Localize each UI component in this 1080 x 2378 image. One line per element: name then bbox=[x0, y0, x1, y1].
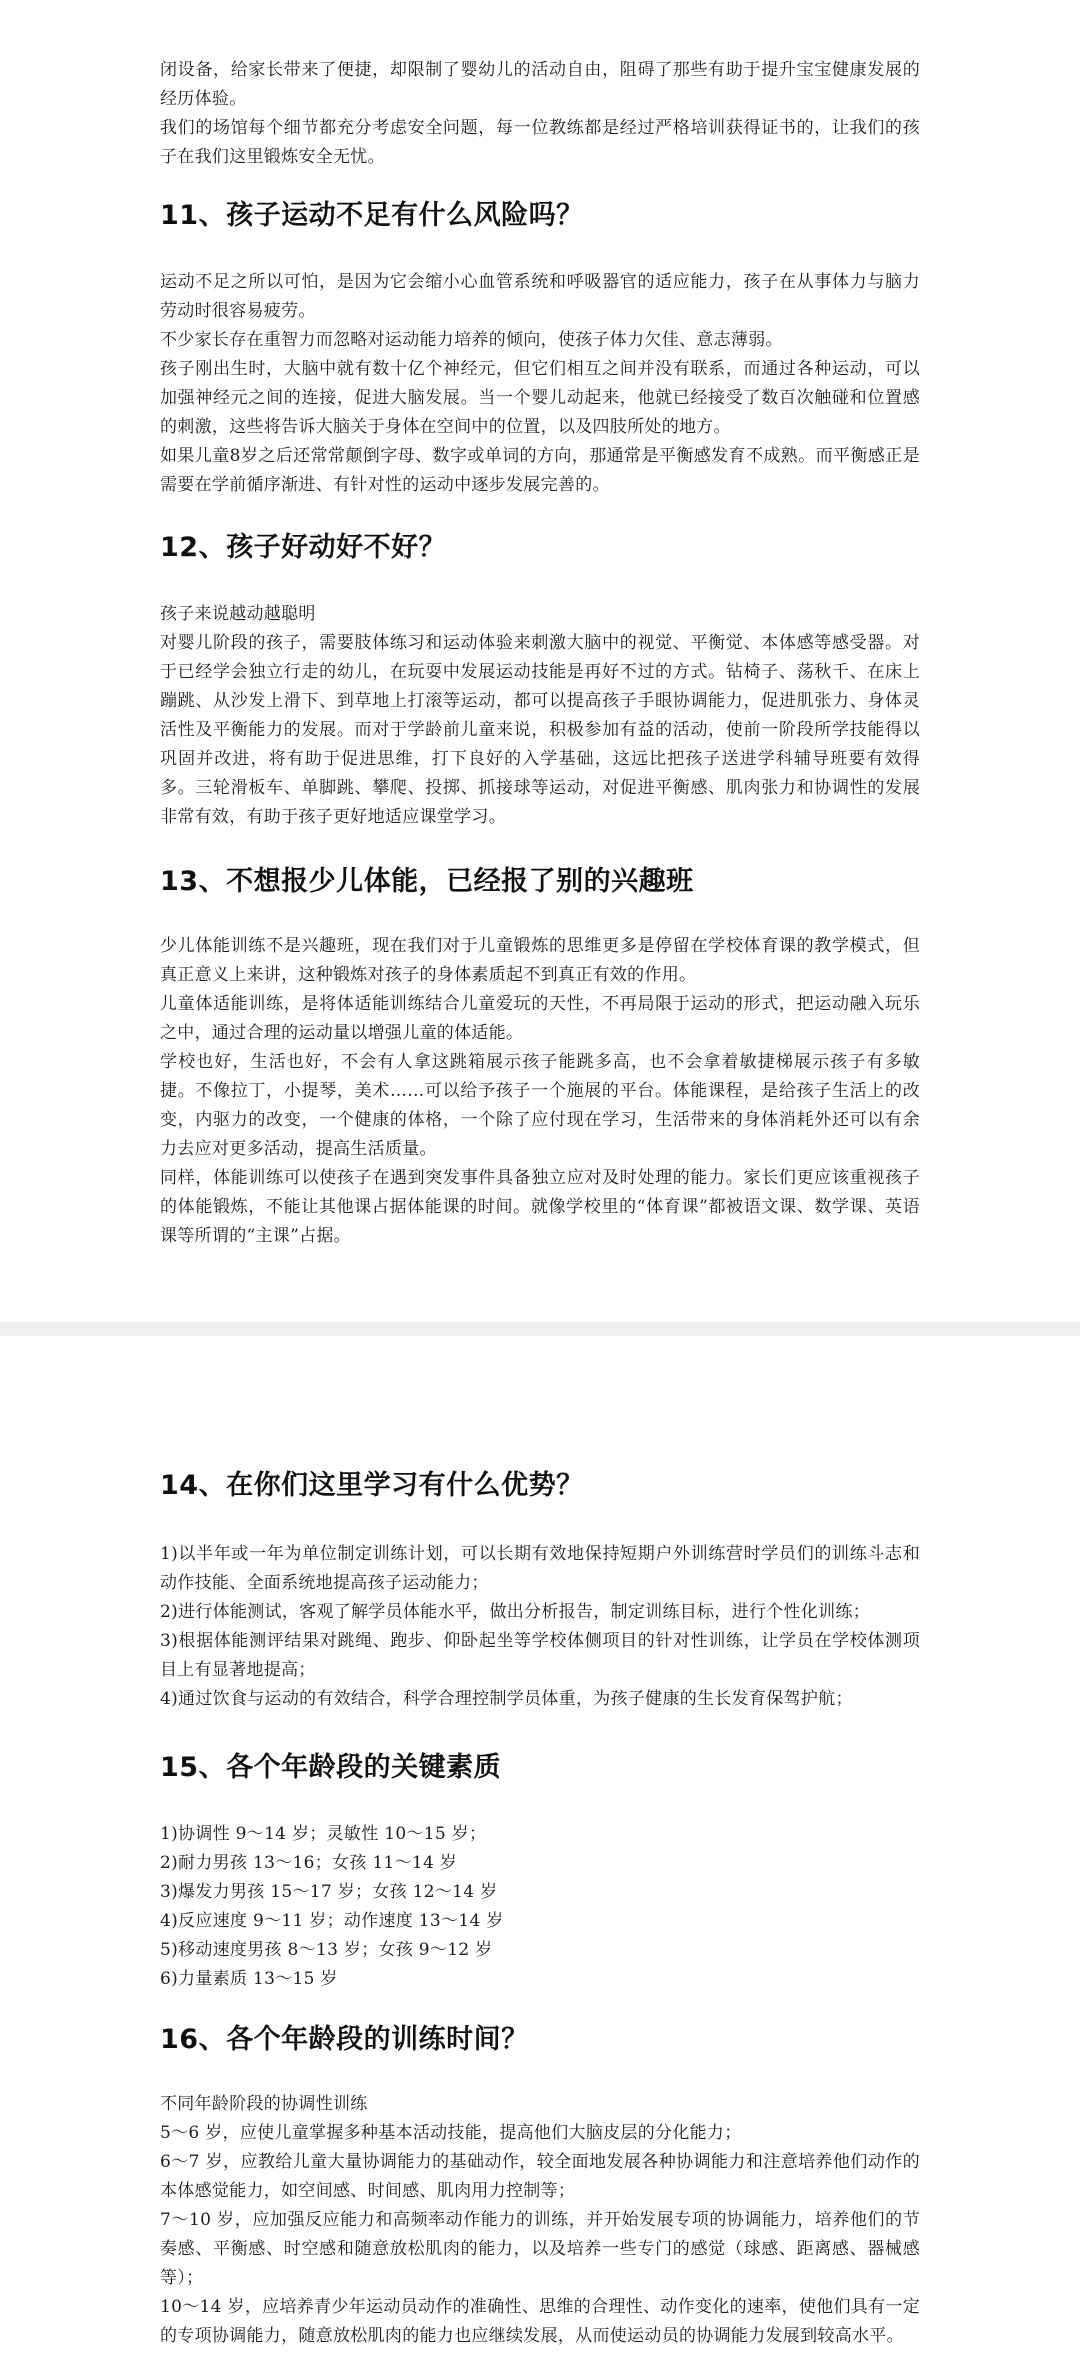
intro-block bbox=[160, 56, 920, 172]
section-16-body bbox=[160, 2090, 920, 2351]
section-heading: 13、不想报少儿体能，已经报了别的兴趣班 bbox=[160, 866, 694, 897]
paragraph: 同样，体能训练可以使孩子在遇到突发事件具备独立应对及时处理的能力。家长们更应该重视孩子的体能锻炼，不能让其他课占据体能课的时间。就像学校里的“体育课”都被语文课、数学课、英语课等所谓的“主课”占据。 bbox=[160, 1168, 920, 1246]
paragraph: 少儿体能训练不是兴趣班，现在我们对于儿童锻炼的思维更多是停留在学校体育课的教学模式，但真正意义上来讲，这种锻炼对孩子的身体素质起不到真正有效的作用。 bbox=[160, 936, 920, 985]
section-13-body bbox=[160, 932, 920, 1251]
list-item: 4)通过饮食与运动的有效结合，科学合理控制学员体重，为孩子健康的生长发育保驾护航； bbox=[160, 1689, 853, 1709]
section-heading: 11、孩子运动不足有什么风险吗？ bbox=[160, 200, 584, 231]
paragraph: 运动不足之所以可怕，是因为它会缩小心血管系统和呼吸器官的适应能力，孩子在从事体力与脑力劳动时很容易疲劳。 bbox=[160, 272, 920, 321]
list-item: 1)协调性 9～14 岁；灵敏性 10～15 岁； bbox=[160, 1824, 487, 1844]
section-16 bbox=[160, 2022, 920, 2058]
paragraph: 我们的场馆每个细节都充分考虑安全问题，每一位教练都是经过严格培训获得证书的，让我们的孩子在我们这里锻炼安全无忧。 bbox=[160, 118, 920, 167]
list-item: 1)以半年或一年为单位制定训练计划，可以长期有效地保持短期户外训练营时学员们的训练斗志和动作技能、全面系统地提高孩子运动能力； bbox=[160, 1544, 920, 1593]
section-heading: 15、各个年龄段的关键素质 bbox=[160, 1752, 502, 1783]
list-item: 3)爆发力男孩 15～17 岁；女孩 12～14 岁 bbox=[160, 1882, 498, 1902]
section-11-body bbox=[160, 268, 920, 500]
section-15 bbox=[160, 1750, 920, 1786]
list-item: 4)反应速度 9～11 岁；动作速度 13～14 岁 bbox=[160, 1911, 504, 1931]
paragraph: 如果儿童8岁之后还常常颠倒字母、数字或单词的方向，那通常是平衡感发育不成熟。而平衡感正是需要在学前循序渐进、有针对性的运动中逐步发展完善的。 bbox=[160, 446, 920, 495]
section-12-body bbox=[160, 600, 920, 832]
section-14-body bbox=[160, 1540, 920, 1714]
list-item: 2)进行体能测试，客观了解学员体能水平，做出分析报告，制定训练目标，进行个性化训练； bbox=[160, 1602, 871, 1622]
document-page-2 bbox=[0, 1336, 1080, 2378]
list-item: 5)移动速度男孩 8～13 岁；女孩 9～12 岁 bbox=[160, 1940, 493, 1960]
section-heading: 16、各个年龄段的训练时间？ bbox=[160, 2024, 529, 2055]
paragraph: 7～10 岁，应加强反应能力和高频率动作能力的训练，并开始发展专项的协调能力，培养他们的节奏感、平衡感、时空感和随意放松肌肉的能力，以及培养一些专门的感觉（球感、距离感、器械感等）； bbox=[160, 2210, 920, 2288]
section-heading: 14、在你们这里学习有什么优势？ bbox=[160, 1470, 584, 1501]
section-13 bbox=[160, 864, 920, 900]
list-item: 3)根据体能测评结果对跳绳、跑步、仰卧起坐等学校体侧项目的针对性训练，让学员在学校体测项目上有显著地提高； bbox=[160, 1631, 920, 1680]
paragraph: 对婴儿阶段的孩子，需要肢体练习和运动体验来刺激大脑中的视觉、平衡觉、本体感等感受器。对于已经学会独立行走的幼儿，在玩耍中发展运动技能是再好不过的方式。钻椅子、荡秋千、在床上蹦跳、从沙发上滑下、到草地上打滚等运动，都可以提高孩子手眼协调能力，促进肌张力、身体灵活性及平衡能力的发展。而对于学龄前儿童来说，积极参加有益的活动，使前一阶段所学技能得以巩固并改进，将有助于促进思维，打下良好的入学基础，这远比把孩子送进学科辅导班要有效得多。三轮滑板车、单脚跳、攀爬、投掷、抓接球等运动，对促进平衡感、肌肉张力和协调性的发展非常有效，有助于孩子更好地适应课堂学习。 bbox=[160, 633, 920, 827]
paragraph: 学校也好，生活也好，不会有人拿这跳箱展示孩子能跳多高，也不会拿着敏捷梯展示孩子有多敏捷。不像拉丁，小提琴，美术……可以给予孩子一个施展的平台。体能课程，是给孩子生活上的改变，内驱力的改变，一个健康的体格，一个除了应付现在学习，生活带来的身体消耗外还可以有余力去应对更多活动，提高生活质量。 bbox=[160, 1052, 920, 1159]
paragraph: 孩子来说越动越聪明 bbox=[160, 604, 316, 624]
list-item: 6)力量素质 13～15 岁 bbox=[160, 1969, 338, 1989]
section-11 bbox=[160, 198, 920, 234]
section-14 bbox=[160, 1468, 920, 1504]
page-divider bbox=[0, 1322, 1080, 1336]
paragraph: 不少家长存在重智力而忽略对运动能力培养的倾向，使孩子体力欠佳、意志薄弱。 bbox=[160, 330, 783, 350]
section-heading: 12、孩子好动好不好？ bbox=[160, 532, 447, 563]
paragraph: 闭设备，给家长带来了便捷，却限制了婴幼儿的活动自由，阻碍了那些有助于提升宝宝健康发展的经历体验。 bbox=[160, 60, 920, 109]
paragraph: 10～14 岁，应培养青少年运动员动作的准确性、思维的合理性、动作变化的速率，使他们具有一定的专项协调能力，随意放松肌肉的能力也应继续发展，从而使运动员的协调能力发展到较高水平。 bbox=[160, 2297, 920, 2346]
paragraph: 儿童体适能训练，是将体适能训练结合儿童爱玩的天性，不再局限于运动的形式，把运动融入玩乐之中，通过合理的运动量以增强儿童的体适能。 bbox=[160, 994, 920, 1043]
paragraph: 5～6 岁，应使儿童掌握多种基本活动技能，提高他们大脑皮层的分化能力； bbox=[160, 2123, 742, 2143]
list-item: 2)耐力男孩 13～16；女孩 11～14 岁 bbox=[160, 1853, 458, 1873]
paragraph: 不同年龄阶段的协调性训练 bbox=[160, 2094, 368, 2114]
paragraph: 孩子刚出生时，大脑中就有数十亿个神经元，但它们相互之间并没有联系，而通过各种运动，可以加强神经元之间的连接，促进大脑发展。当一个婴儿动起来，他就已经接受了数百次触碰和位置感的刺激，这些将告诉大脑关于身体在空间中的位置，以及四肢所处的地方。 bbox=[160, 359, 920, 437]
paragraph: 6～7 岁，应教给儿童大量协调能力的基础动作，较全面地发展各种协调能力和注意培养他们动作的本体感觉能力，如空间感、时间感、肌肉用力控制等； bbox=[160, 2152, 920, 2201]
section-15-body bbox=[160, 1820, 920, 1994]
section-12 bbox=[160, 530, 920, 566]
